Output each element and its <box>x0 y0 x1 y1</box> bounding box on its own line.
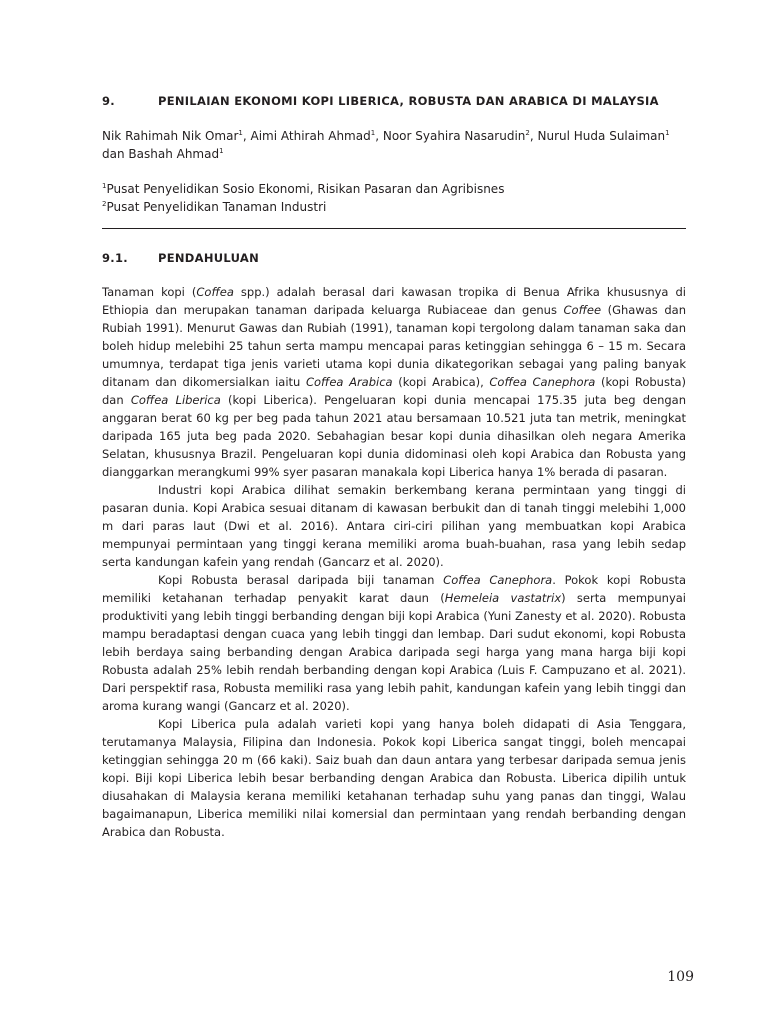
text-run: (kopi Arabica), <box>392 375 490 389</box>
text-run: Industri kopi Arabica dilihat semakin berkembang kerana permintaan yang tinggi di pasaran dunia. Kopi Arabica sesuai ditanam di kawasan berbukit dan di tanah tinggi melebihi 1,000 m dari paras laut (Dwi et al. 2016). Antara ciri-ciri pilihan yang membuatkan kopi Arabica mempunyai permintaan yang tinggi kerana memiliki aroma buah-buahan, rasa yang lebih sedap serta kandungan kafein yang rendah (Gancarz et al. 2020). <box>102 483 686 569</box>
author-separator: , <box>242 129 251 143</box>
body-paragraph <box>102 715 686 841</box>
italic-term: ( <box>497 663 502 677</box>
section-heading <box>102 250 686 266</box>
author-name: Nurul Huda Sulaiman <box>537 129 666 143</box>
body-paragraph <box>102 481 686 571</box>
text-run: (Ghawas dan Rubiah 1991). Menurut Gawas dan Rubiah (1991), tanaman kopi tergolong dalam tanaman saka dan boleh hidup melebihi 25 tahun serta mampu mencapai paras ketinggian sehingga 6 – 15 m. Secara umumnya, terdapat tiga jenis varieti utama kopi dunia dikategorikan sebagai yang paling banyak ditanam dan dikomersialkan iaitu <box>102 303 686 389</box>
text-run: Kopi Liberica pula adalah varieti kopi yang hanya boleh didapati di Asia Tenggara, terutamanya Malaysia, Filipina dan Indonesia. Pokok kopi Liberica sangat tinggi, boleh mencapai ketinggian sehingga 20 m (66 kaki). Saiz buah dan daun antara yang terbesar daripada semua jenis kopi. Biji kopi Liberica lebih besar berbanding dengan Arabica dan Robusta. Liberica dipilih untuk diusahakan di Malaysia kerana memiliki ketahanan terhadap suhu yang panas dan tinggi, Walau bagaimanapun, Liberica memiliki nilai komersial dan permintaan yang rendah berbanding dengan Arabica dan Robusta. <box>102 717 686 839</box>
author-name: Noor Syahira Nasarudin <box>382 129 526 143</box>
italic-term: Coffea Canephora <box>443 573 553 587</box>
italic-term: Coffea Arabica <box>305 375 393 389</box>
author-affiliation-marker: 1 <box>370 129 376 137</box>
affiliation-line <box>102 180 692 198</box>
italic-term: Hemeleia vastatrix <box>444 591 562 605</box>
author-name: Aimi Athirah Ahmad <box>250 129 371 143</box>
italic-term: Coffea Canephora <box>489 375 596 389</box>
text-run: ) serta mempunyai produktiviti yang lebih tinggi berbanding dengan biji kopi Arabica (Yuni Zanesty et al. 2020). Robusta mampu beradaptasi dengan cuaca yang lebih tinggi dan lembap. Dari sudut ekonomi, kopi Robusta lebih berdaya saing berbanding dengan Arabica daripada segi harga yang mana harga biji kopi Robusta adalah 25% lebih rendah berbanding dengan kopi Arabica <box>102 591 686 677</box>
text-run: spp.) adalah berasal dari kawasan tropika di Benua Afrika khususnya di Ethiopia dan merupakan tanaman daripada keluarga Rubiaceae dan genus <box>102 285 686 317</box>
italic-term: Coffea Liberica <box>130 393 221 407</box>
italic-term: Coffee <box>563 303 602 317</box>
body-text <box>102 283 686 841</box>
page-number: 109 <box>667 969 694 985</box>
author-name: Nik Rahimah Nik Omar <box>102 129 239 143</box>
affiliation-list <box>102 180 692 216</box>
text-run: . Pokok kopi Robusta memiliki ketahanan terhadap penyakit karat daun ( <box>102 573 686 605</box>
italic-term: Coffea <box>196 285 234 299</box>
section-number: 9.1. <box>102 251 128 265</box>
chapter-number: 9. <box>102 94 115 108</box>
author-name: Bashah Ahmad <box>128 147 220 161</box>
text-run: (kopi Liberica). Pengeluaran kopi dunia mencapai 175.35 juta beg dengan anggaran berat 60 kg per beg pada tahun 2021 atau bersamaan 10.521 juta tan metrik, meningkat daripada 165 juta beg pada 2020. Sebahagian besar kopi dunia dihasilkan oleh negara Amerika Selatan, khususnya Brazil. Pengeluaran kopi dunia didominasi oleh kopi Arabica dan Robusta yang dianggarkan merangkumi 99% syer pasaran manakala kopi Liberica hanya 1% berada di pasaran. <box>102 393 686 479</box>
author-separator: , <box>529 129 538 143</box>
text-run: (kopi Robusta) dan <box>102 375 686 407</box>
header-divider <box>102 228 686 229</box>
affiliation-text: Pusat Penyelidikan Tanaman Industri <box>106 200 327 214</box>
author-affiliation-marker: 1 <box>238 129 243 137</box>
author-separator: dan <box>102 147 129 161</box>
author-separator: , <box>375 129 383 143</box>
author-list <box>102 127 692 163</box>
chapter-heading <box>102 93 686 109</box>
chapter-title: PENILAIAN EKONOMI KOPI LIBERICA, ROBUSTA DAN ARABICA DI MALAYSIA <box>158 94 659 108</box>
body-paragraph <box>102 283 686 481</box>
body-paragraph <box>102 571 686 715</box>
author-affiliation-marker: 1 <box>219 147 224 155</box>
text-run: Tanaman kopi ( <box>102 285 197 299</box>
author-affiliation-marker: 1 <box>665 129 670 137</box>
text-run: Luis F. Campuzano et al. 2021). Dari perspektif rasa, Robusta memiliki rasa yang lebih pahit, kandungan kafein yang lebih tinggi dan aroma kurang wangi (Gancarz et al. 2020). <box>102 663 687 713</box>
affiliation-marker: 1 <box>102 182 107 190</box>
affiliation-line <box>102 198 692 216</box>
text-run: Kopi Robusta berasal daripada biji tanaman <box>158 573 444 587</box>
affiliation-text: Pusat Penyelidikan Sosio Ekonomi, Risikan Pasaran dan Agribisnes <box>106 182 505 196</box>
affiliation-marker: 2 <box>102 200 107 208</box>
author-affiliation-marker: 2 <box>525 129 530 137</box>
section-title: PENDAHULUAN <box>158 251 260 265</box>
